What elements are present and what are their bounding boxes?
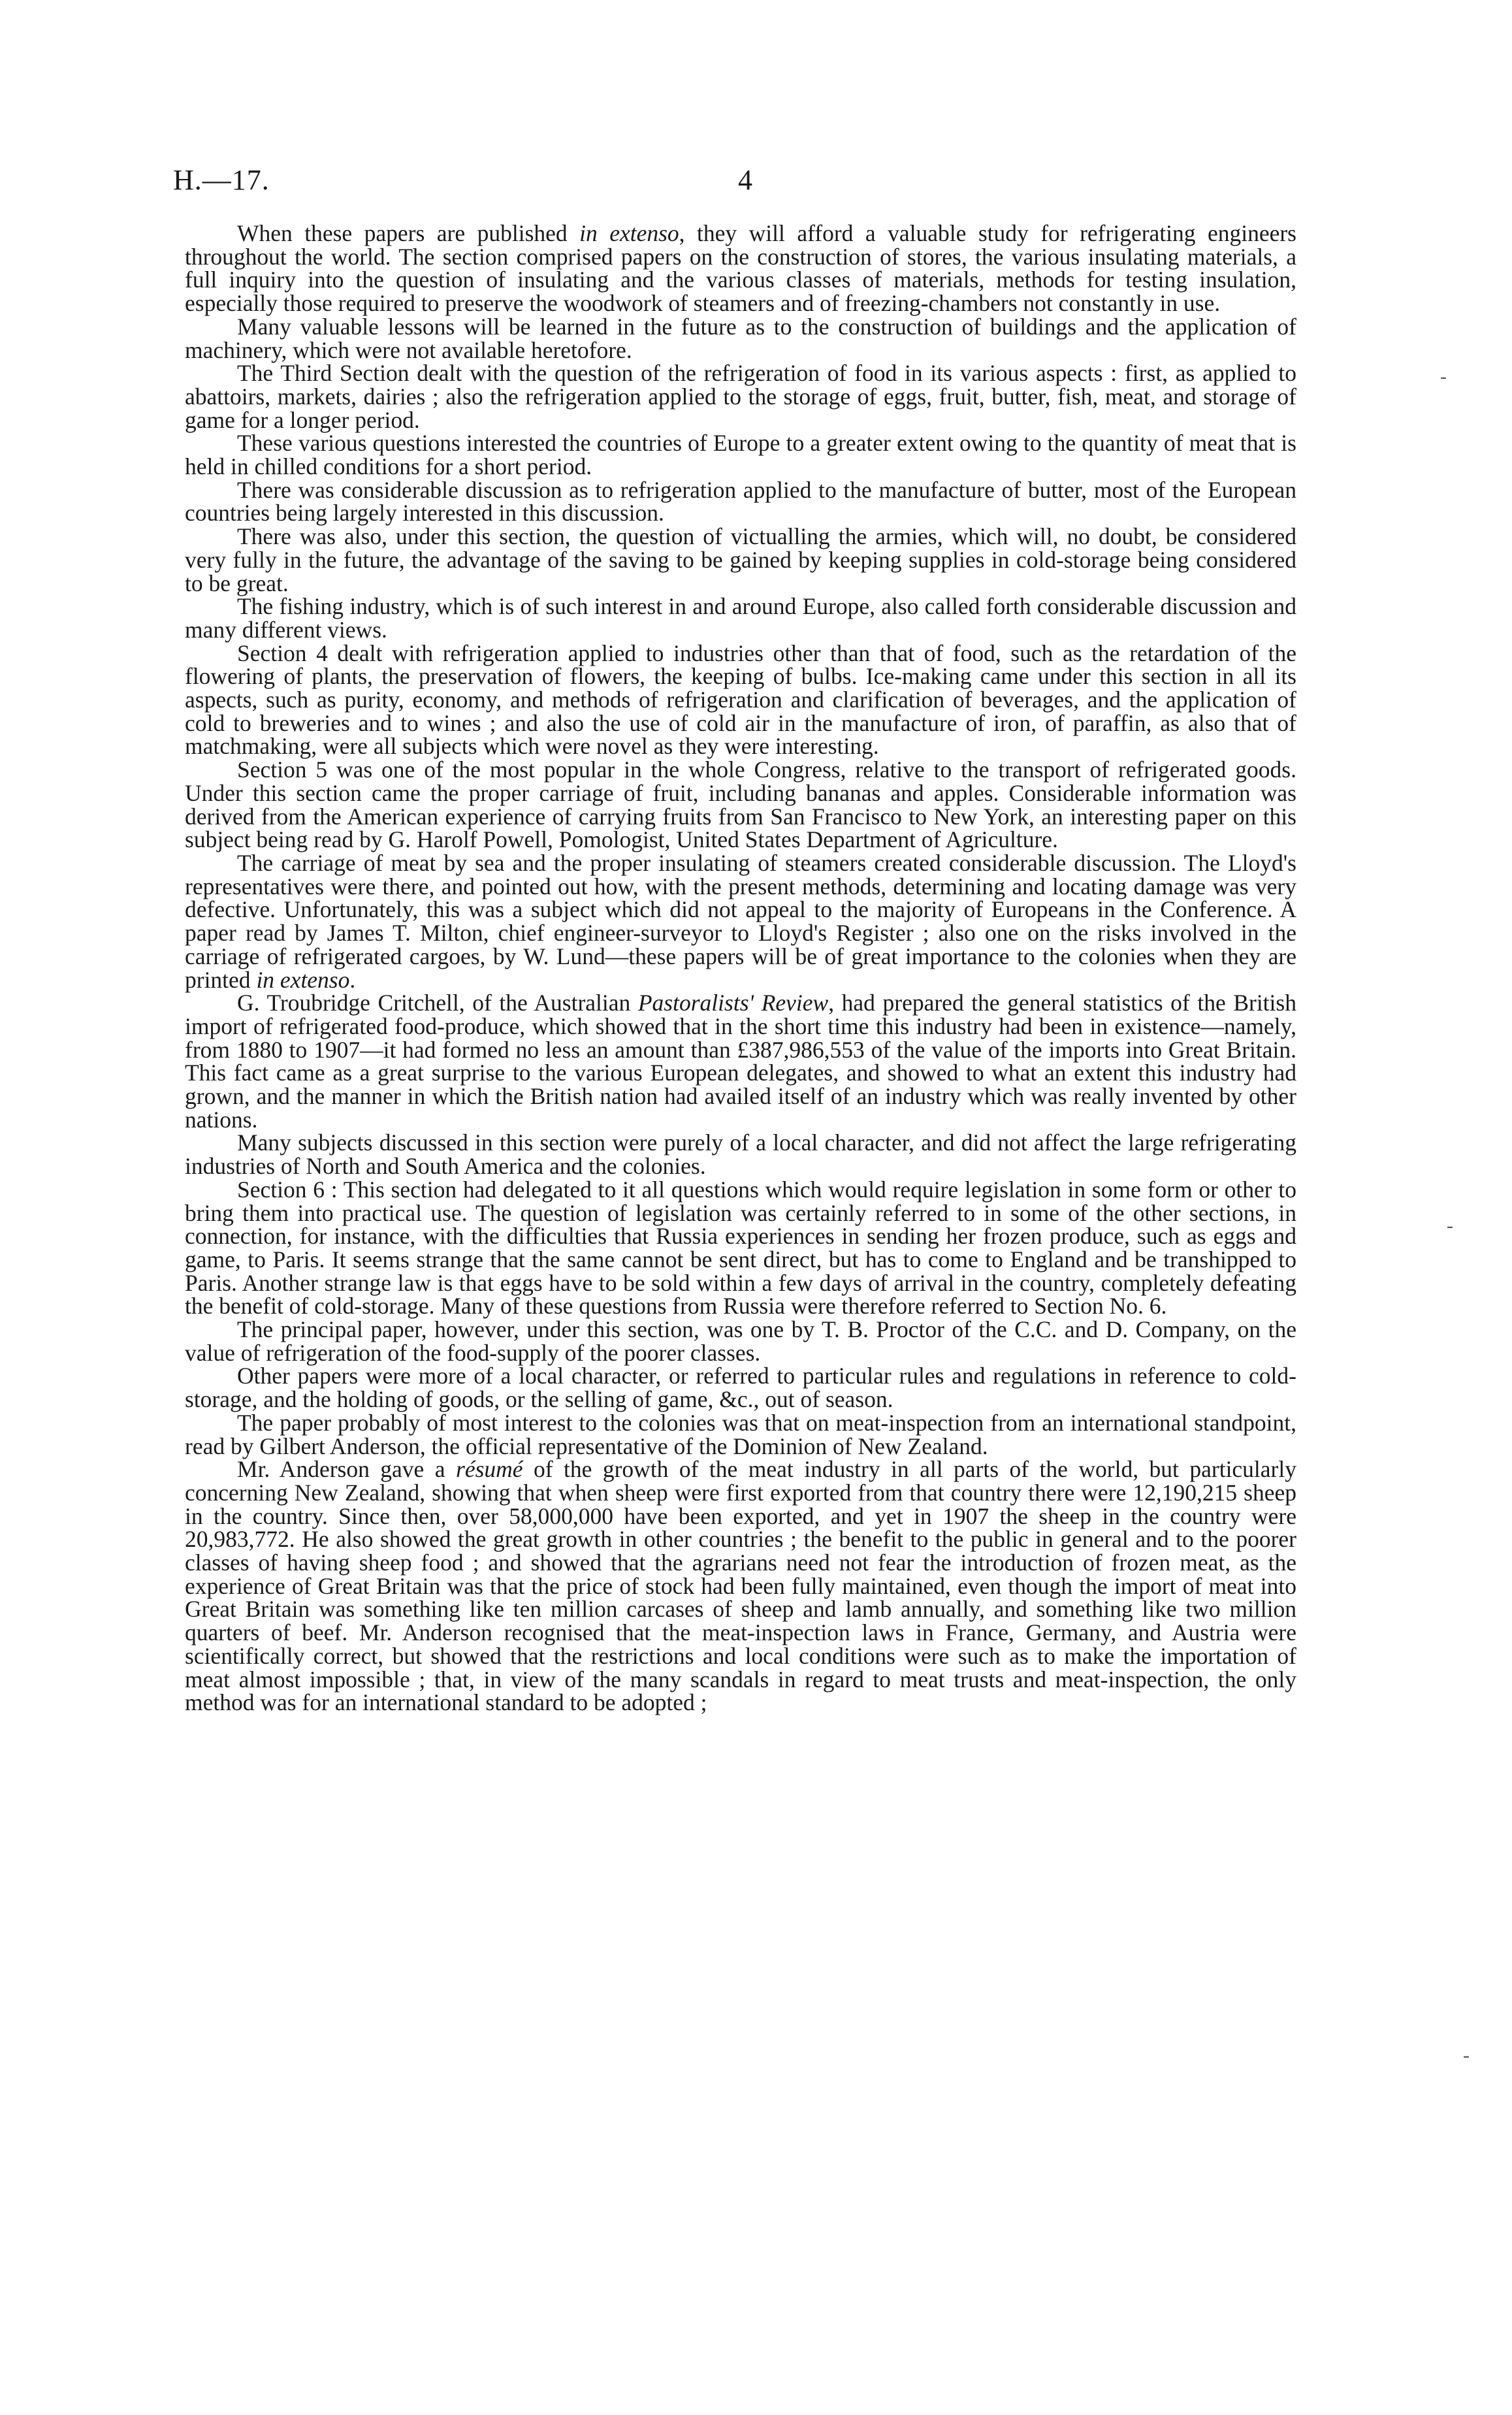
italic-term: in extenso xyxy=(579,220,679,246)
paragraph-9: Section 5 was one of the most popular in the whole Congress, relative to the transport of refrigerated goods. Under this section came the proper carriage of fruit, including bananas and apples. Considerable information was derived from the American experience of carrying fruits from San Francisco to New York, an interesting paper on this subject being read by G. Harolf Powell, Pomologist, United States Department of Agriculture. xyxy=(185,756,1296,853)
margin-mark: - xyxy=(1440,366,1447,387)
paragraph-15: Other papers were more of a local character, or referred to particular rules and regulations in reference to cold-storage, and the holding of goods, or the selling of game, &c., out of season. xyxy=(185,1363,1296,1413)
page-header xyxy=(173,163,1414,203)
margin-mark: - xyxy=(1447,1215,1453,1237)
margin-mark: - xyxy=(1463,2045,1470,2066)
paragraph-2: Many valuable lessons will be learned in the future as to the construction of buildings and the application of machinery, which were not available heretofore. xyxy=(185,313,1296,363)
italic-term: résumé xyxy=(456,1456,523,1483)
paragraph-13: Section 6 : This section had delegated to it all questions which would require legislation in some form or other to bring them into practical use. The question of legislation was certainly referred to in some of the other sections, in connection, for instance, with the difficulties that Russia experiences in sending her frozen produce, such as eggs and game, to Paris. It seems strange that the same cannot be sent direct, but has to come to England and be transhipped to Paris. Another strange law is that eggs have to be sold within a few days of arrival in the country, completely defeating the benefit of cold-storage. Many of these questions from Russia were therefore referred to Section No. 6. xyxy=(185,1176,1296,1320)
paragraph-14: The principal paper, however, under this section, was one by T. B. Proctor of the C.C. and D. Company, on the value of refrigeration of the food-supply of the poorer classes. xyxy=(185,1316,1296,1366)
body-text xyxy=(185,222,1296,1715)
paragraph-1: When these papers are published in extenso, they will afford a valuable study for refrigerating engineers throughout the world. The section comprised papers on the construction of stores, the various insulating materials, a full inquiry into the question of insulating and the various classes of materials, methods for testing insulation, especially those required to preserve the woodwork of steamers and of freezing-chambers not constantly in use. xyxy=(185,220,1296,317)
paragraph-10: The carriage of meat by sea and the proper insulating of steamers created considerable discussion. The Lloyd's representatives were there, and pointed out how, with the present methods, determining and locating damage was very defective. Unfortunately, this was a subject which did not appeal to the majority of Europeans in the Conference. A paper read by James T. Milton, chief engineer-surveyor to Lloyd's Register ; also one on the risks involved in the carriage of refrigerated cargoes, by W. Lund—these papers will be of great importance to the colonies when they are printed in extenso. xyxy=(185,849,1296,993)
italic-term: in extenso xyxy=(256,966,350,993)
paragraph-11: G. Troubridge Critchell, of the Australian Pastoralists' Review, had prepared the general statistics of the British import of refrigerated food-produce, which showed that in the short time this industry had been in existence—namely, from 1880 to 1907—it had formed no less an amount than £387,986,553 of the value of the imports into Great Britain. This fact came as a great surprise to the various European delegates, and showed to what an extent this industry had grown, and the manner in which the British nation had availed itself of an industry which was really invented by other nations. xyxy=(185,990,1296,1133)
paragraph-16: The paper probably of most interest to the colonies was that on meat-inspection from an international standpoint, read by Gilbert Anderson, the official representative of the Dominion of New Zealand. xyxy=(185,1409,1296,1459)
paragraph-12: Many subjects discussed in this section were purely of a local character, and did not affect the large refrigerating industries of North and South America and the colonies. xyxy=(185,1129,1296,1180)
italic-term: Pastoralists' Review xyxy=(637,990,829,1016)
page-number: 4 xyxy=(738,164,752,196)
paragraph-6: There was also, under this section, the question of victualling the armies, which will, no doubt, be considered very fully in the future, the advantage of the saving to be gained by keeping supplies in cold-storage being considered to be great. xyxy=(185,523,1296,596)
page-reference: H.—17. xyxy=(173,164,270,196)
paragraph-3: The Third Section dealt with the question of the refrigeration of food in its various aspects : first, as applied to abattoirs, markets, dairies ; also the refrigeration applied to the storage of eggs, fruit, butter, fish, meat, and storage of game for a longer period. xyxy=(185,360,1296,433)
paragraph-7: The fishing industry, which is of such interest in and around Europe, also called forth considerable discussion and many different views. xyxy=(185,593,1296,643)
paragraph-17: Mr. Anderson gave a résumé of the growth of the meat industry in all parts of the world, but particularly concerning New Zealand, showing that when sheep were first exported from that country there were 12,190,215 sheep in the country. Since then, over 58,000,000 have been exported, and yet in 1907 the sheep in the country were 20,983,772. He also showed the great growth in other countries ; the benefit to the public in general and to the poorer classes of having sheep food ; and showed that the agrarians need not fear the introduction of frozen meat, as the experience of Great Britain was that the price of stock had been fully maintained, even though the import of meat into Great Britain was something like ten million carcases of sheep and lamb annually, and something like two million quarters of beef. Mr. Anderson recognised that the meat-inspection laws in France, Germany, and Austria were scientifically correct, but showed that the restrictions and local conditions were such as to make the importation of meat almost impossible ; that, in view of the many scandals in regard to meat trusts and meat-inspection, the only method was for an international standard to be adopted ; xyxy=(185,1456,1296,1716)
paragraph-4: These various questions interested the countries of Europe to a greater extent owing to the quantity of meat that is held in chilled conditions for a short period. xyxy=(185,430,1296,480)
paragraph-8: Section 4 dealt with refrigeration applied to industries other than that of food, such as the retardation of the flowering of plants, the preservation of flowers, the keeping of bulbs. Ice-making came under this section in all its aspects, such as purity, economy, and methods of refrigeration and clarification of beverages, and the application of cold to breweries and to wines ; and also the use of cold air in the manufacture of iron, of paraffin, as also that of matchmaking, were all subjects which were novel as they were interesting. xyxy=(185,640,1296,760)
paragraph-5: There was considerable discussion as to refrigeration applied to the manufacture of butter, most of the European countries being largely interested in this discussion. xyxy=(185,476,1296,527)
